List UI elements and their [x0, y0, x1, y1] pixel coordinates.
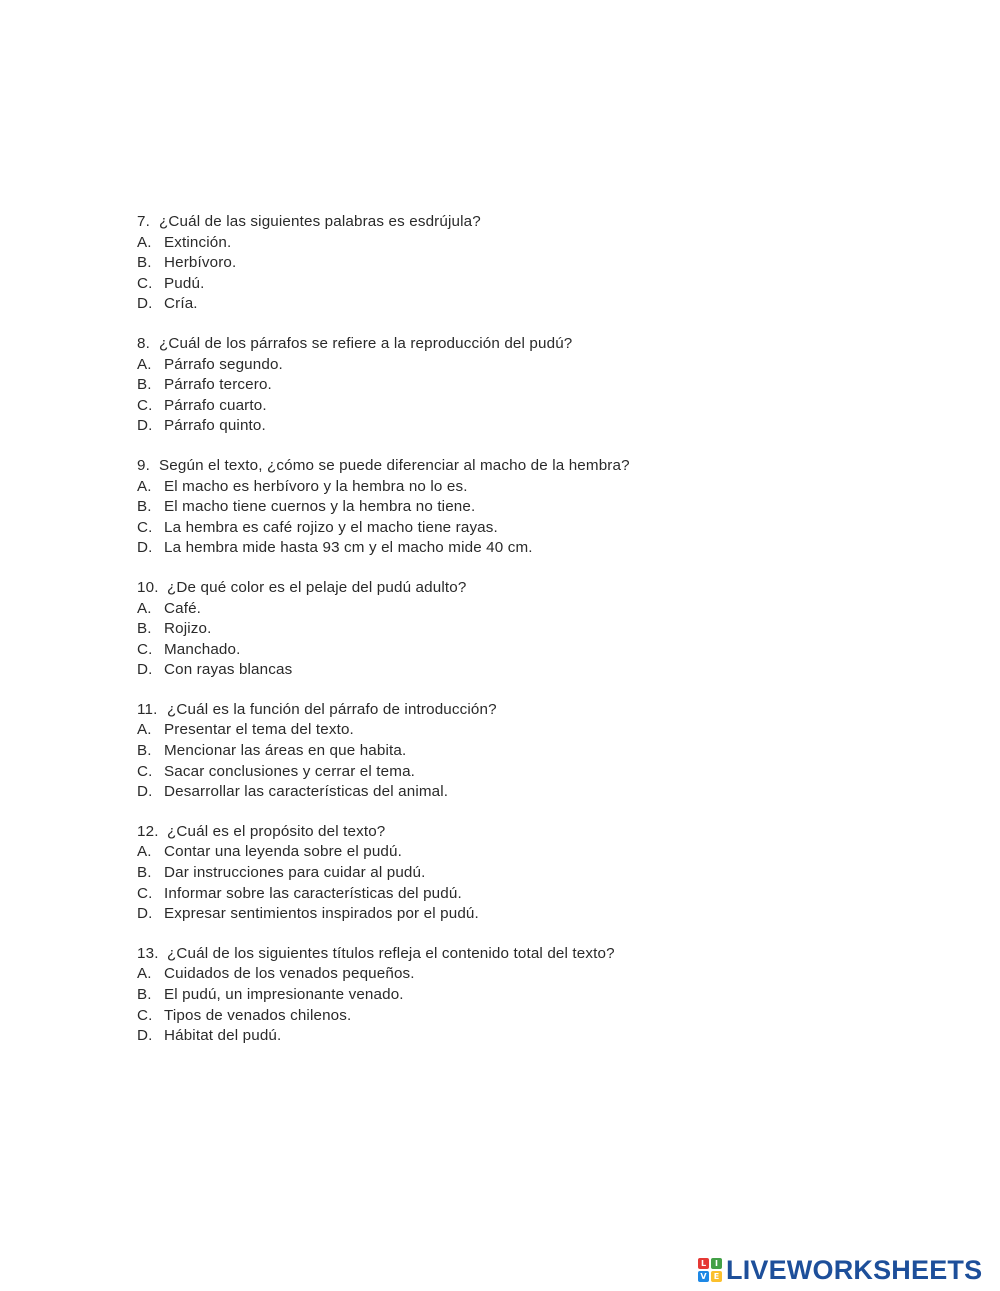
option-c: [137, 396, 937, 417]
worksheet-questions: [137, 212, 937, 1066]
option-d: [137, 294, 937, 315]
option-text: Herbívoro.: [164, 254, 237, 272]
option-d: [137, 538, 937, 559]
option-text: El macho tiene cuernos y la hembra no tiene.: [164, 498, 476, 516]
option-text: Tipos de venados chilenos.: [164, 1006, 352, 1024]
option-text: Pudú.: [164, 274, 205, 292]
option-c: [137, 884, 937, 905]
option-d: [137, 904, 937, 925]
logo-tile-i-icon: I: [711, 1258, 722, 1269]
question-prompt: ¿Cuál es el propósito del texto?: [167, 822, 386, 840]
option-a: [137, 720, 937, 741]
option-letter: B.: [137, 986, 152, 1003]
question-number: 8.: [137, 334, 150, 352]
option-text: Cuidados de los venados pequeños.: [164, 965, 415, 983]
option-letter: B.: [137, 498, 152, 516]
option-d: [137, 1026, 937, 1047]
question-number: 11.: [137, 700, 158, 718]
option-letter: B.: [137, 742, 152, 760]
option-text: Desarrollar las características del animal.: [164, 783, 449, 801]
question-prompt: ¿Cuál es la función del párrafo de introducción?: [167, 700, 497, 718]
logo-tile-v-icon: V: [698, 1271, 709, 1282]
option-text: Mencionar las áreas en que habita.: [164, 742, 407, 760]
option-a: [137, 355, 937, 376]
question-prompt: ¿Cuál de los siguientes títulos refleja el contenido total del texto?: [167, 944, 615, 962]
option-d: [137, 782, 937, 803]
question-number: 9.: [137, 456, 150, 474]
option-letter: C.: [137, 1006, 153, 1024]
option-a: [137, 842, 937, 863]
option-c: [137, 1006, 937, 1027]
option-b: [137, 619, 937, 640]
question-number: 12.: [137, 822, 159, 840]
question-prompt: Según el texto, ¿cómo se puede diferenciar al macho de la hembra?: [159, 456, 630, 474]
option-letter: A.: [137, 599, 152, 617]
liveworksheets-logo: [698, 1253, 982, 1287]
question-text: [137, 944, 937, 965]
option-letter: C.: [137, 396, 153, 414]
option-c: [137, 762, 937, 783]
option-a: [137, 599, 937, 620]
option-letter: B.: [137, 254, 152, 272]
question-text: [137, 822, 937, 843]
option-letter: D.: [137, 539, 153, 557]
brand-name: LIVEWORKSHEETS: [726, 1254, 983, 1285]
option-letter: D.: [137, 417, 153, 435]
option-c: [137, 640, 937, 661]
question-12: [137, 822, 937, 925]
option-d: [137, 660, 937, 681]
option-text: Párrafo quinto.: [164, 417, 266, 435]
liveworksheets-logo-icon: [698, 1258, 722, 1282]
option-text: Rojizo.: [164, 620, 212, 638]
option-text: Extinción.: [164, 233, 232, 251]
option-letter: C.: [137, 762, 153, 780]
option-d: [137, 416, 937, 437]
question-number: 10.: [137, 578, 159, 596]
option-b: [137, 375, 937, 396]
question-prompt: ¿Cuál de las siguientes palabras es esdrújula?: [159, 213, 481, 230]
option-text: Párrafo tercero.: [164, 376, 272, 394]
question-text: [137, 334, 937, 355]
logo-tile-e-icon: E: [711, 1271, 722, 1282]
question-prompt: ¿Cuál de los párrafos se refiere a la reproducción del pudú?: [159, 334, 573, 352]
option-b: [137, 253, 937, 274]
option-letter: A.: [137, 233, 152, 251]
option-letter: A.: [137, 721, 152, 739]
option-letter: B.: [137, 376, 152, 394]
question-9: [137, 456, 937, 559]
option-a: [137, 964, 937, 985]
option-a: [137, 233, 937, 254]
option-letter: C.: [137, 274, 153, 292]
option-text: Informar sobre las características del pudú.: [164, 884, 462, 902]
question-13: [137, 944, 937, 1047]
option-letter: B.: [137, 864, 152, 882]
question-text: [137, 456, 937, 477]
option-text: Presentar el tema del texto.: [164, 721, 354, 739]
option-text: Café.: [164, 599, 202, 617]
option-c: [137, 518, 937, 539]
question-text: [137, 700, 937, 721]
option-b: [137, 985, 937, 1006]
option-letter: D.: [137, 1027, 153, 1045]
option-letter: D.: [137, 295, 153, 313]
option-text: Sacar conclusiones y cerrar el tema.: [164, 762, 416, 780]
question-number: 7.: [137, 213, 150, 230]
option-letter: A.: [137, 965, 152, 983]
question-10: [137, 578, 937, 681]
logo-tile-l-icon: L: [698, 1258, 709, 1269]
question-prompt: ¿De qué color es el pelaje del pudú adulto?: [167, 578, 467, 596]
option-text: La hembra es café rojizo y el macho tiene rayas.: [164, 518, 498, 536]
option-letter: D.: [137, 905, 153, 923]
question-number: 13.: [137, 944, 159, 962]
option-a: [137, 477, 937, 498]
option-letter: C.: [137, 884, 153, 902]
question-text: [137, 212, 937, 233]
option-b: [137, 741, 937, 762]
option-text: El macho es herbívoro y la hembra no lo es.: [164, 477, 468, 495]
option-letter: A.: [137, 355, 152, 373]
question-7: [137, 212, 937, 315]
option-c: [137, 274, 937, 295]
question-8: [137, 334, 937, 437]
question-text: [137, 578, 937, 599]
option-text: Cría.: [164, 295, 198, 313]
option-letter: B.: [137, 620, 152, 638]
question-11: [137, 700, 937, 803]
option-text: El pudú, un impresionante venado.: [164, 986, 404, 1003]
option-text: Dar instrucciones para cuidar al pudú.: [164, 864, 426, 882]
option-letter: A.: [137, 477, 152, 495]
option-text: Contar una leyenda sobre el pudú.: [164, 843, 402, 861]
option-letter: A.: [137, 843, 152, 861]
option-text: La hembra mide hasta 93 cm y el macho mide 40 cm.: [164, 539, 533, 557]
option-b: [137, 497, 937, 518]
option-letter: C.: [137, 518, 153, 536]
option-text: Hábitat del pudú.: [164, 1027, 282, 1045]
option-text: Párrafo cuarto.: [164, 396, 267, 414]
option-b: [137, 863, 937, 884]
option-text: Con rayas blancas: [164, 661, 293, 679]
option-letter: D.: [137, 661, 153, 679]
option-text: Manchado.: [164, 640, 241, 658]
option-letter: C.: [137, 640, 153, 658]
option-text: Expresar sentimientos inspirados por el pudú.: [164, 905, 479, 923]
option-text: Párrafo segundo.: [164, 355, 283, 373]
option-letter: D.: [137, 783, 153, 801]
